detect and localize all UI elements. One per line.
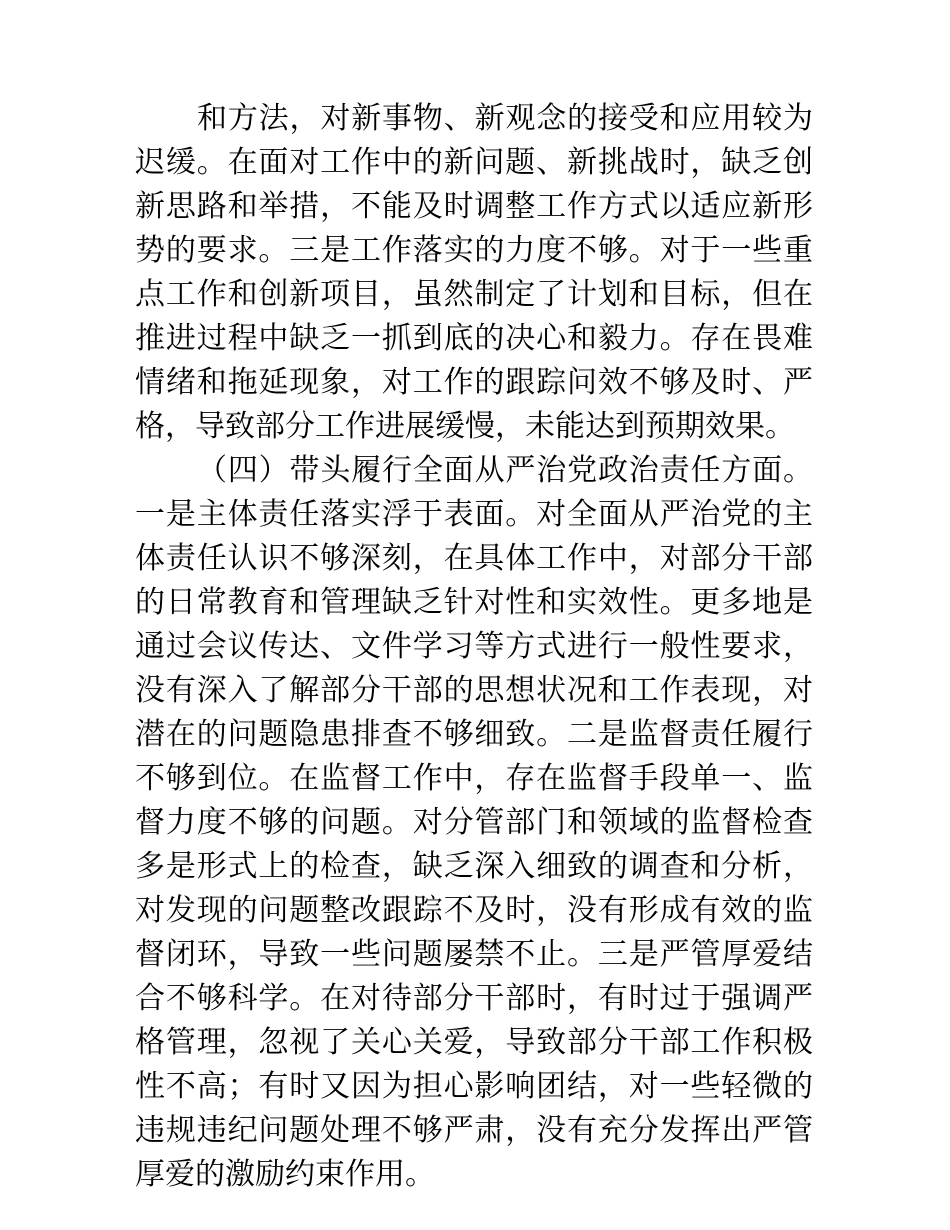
document-text-column [135, 97, 813, 1197]
paragraph-section-four: （四）带头履行全面从严治党政治责任方面。一是主体责任落实浮于表面。对全面从严治党的主体责任认识不够深刻，在具体工作中，对部分干部的日常教育和管理缺乏针对性和实效性。更多地是通过会议传达、文件学习等方式进行一般性要求，没有深入了解部分干部的思想状况和工作表现，对潜在的问题隐患排查不够细致。二是监督责任履行不够到位。在监督工作中，存在监督手段单一、监督力度不够的问题。对分管部门和领域的监督检查多是形式上的检查，缺乏深入细致的调查和分析，对发现的问题整改跟踪不及时，没有形成有效的监督闭环，导致一些问题屡禁不止。三是严管厚爱结合不够科学。在对待部分干部时，有时过于强调严格管理，忽视了关心关爱，导致部分干部工作积极性不高；有时又因为担心影响团结，对一些轻微的违规违纪问题处理不够严肃，没有充分发挥出严管厚爱的激励约束作用。 [135, 454, 813, 1191]
paragraph-continuation: 和方法，对新事物、新观念的接受和应用较为迟缓。在面对工作中的新问题、新挑战时，缺乏创新思路和举措，不能及时调整工作方式以适应新形势的要求。三是工作落实的力度不够。对于一些重点工作和创新项目，虽然制定了计划和目标，但在推进过程中缺乏一抓到底的决心和毅力。存在畏难情绪和拖延现象，对工作的跟踪问效不够及时、严格，导致部分工作进展缓慢，未能达到预期效果。 [135, 102, 813, 443]
